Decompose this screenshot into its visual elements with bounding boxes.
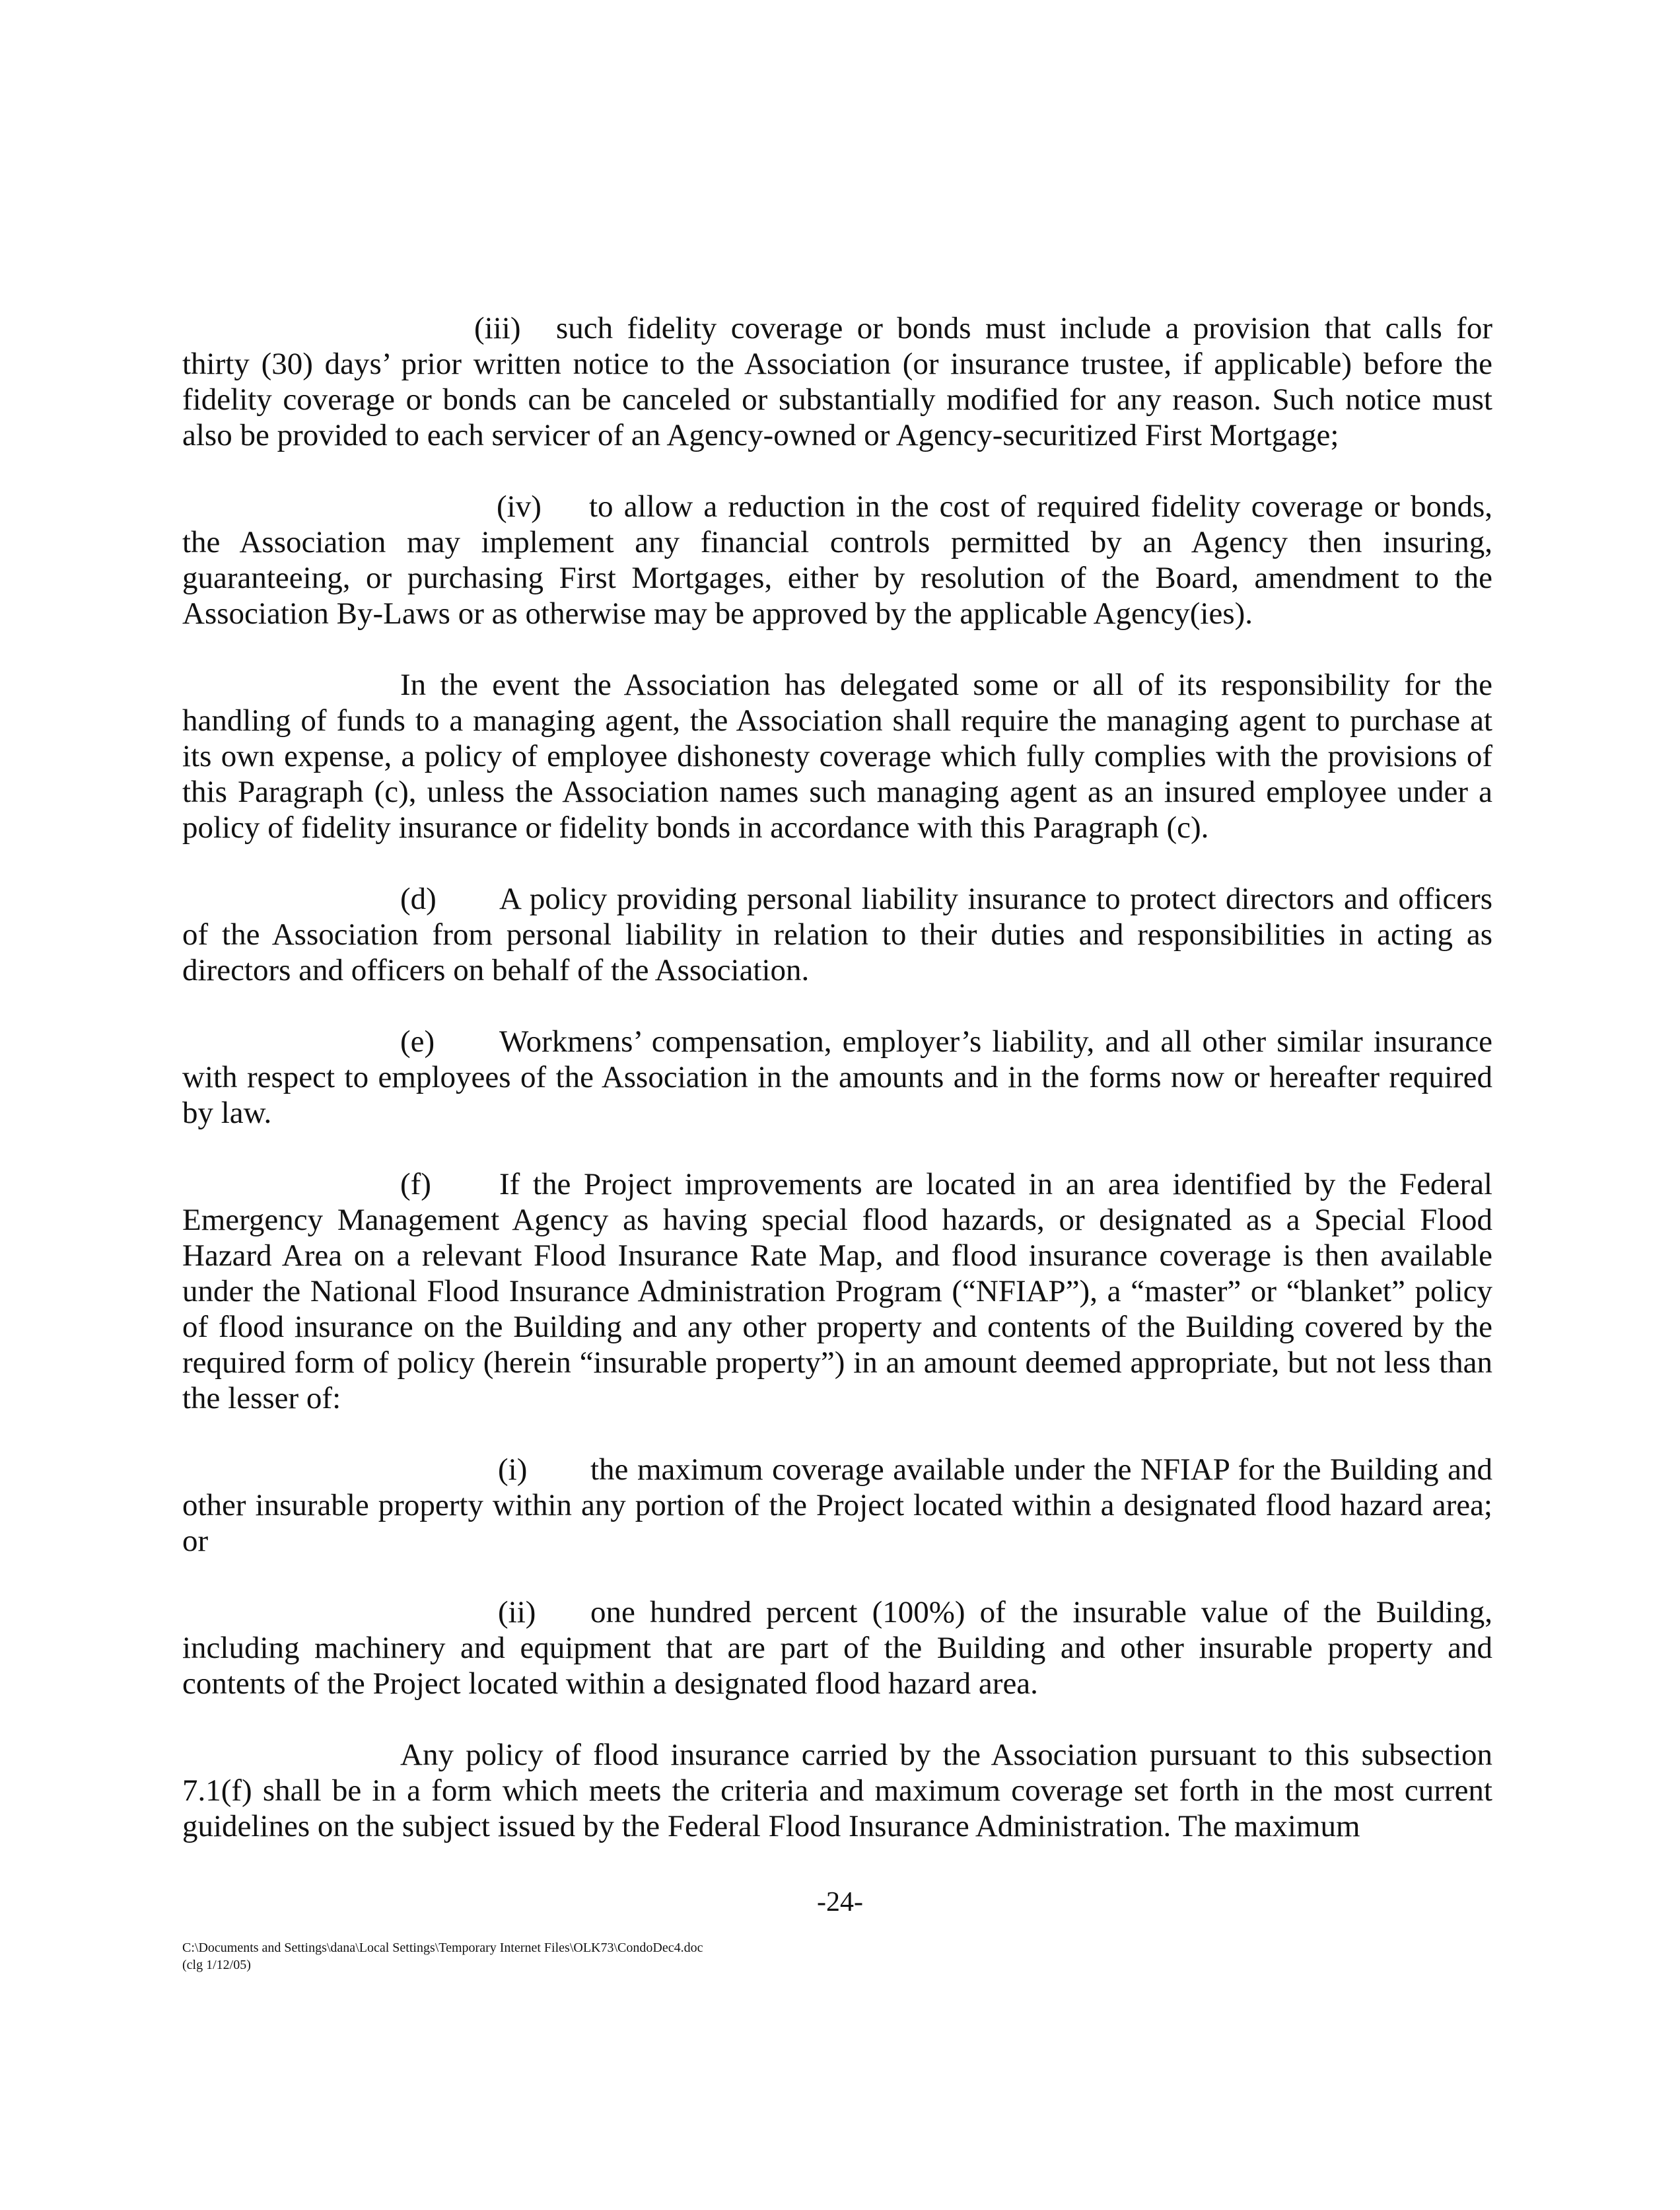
paragraph-i bbox=[182, 1452, 1492, 1559]
paragraph-f-label: (f) bbox=[400, 1167, 431, 1201]
paragraph-i-text: the maximum coverage available under the NFIAP for the Building and other insurable property within any portion of the Project located within a designated flood hazard area; or bbox=[182, 1452, 1492, 1558]
paragraph-e bbox=[182, 1024, 1492, 1131]
paragraph-ii-label: (ii) bbox=[498, 1595, 536, 1629]
paragraph-managing-agent-text: In the event the Association has delegated some or all of its responsibility for the handling of funds to a managing agent, the Association shall require the managing agent to purchase at its own expense, a policy of employee dishonesty coverage which fully complies with the provisions of this Paragraph (c), unless the Association names such managing agent as an insured employee under a policy of fidelity insurance or fidelity bonds in accordance with this Paragraph (c). bbox=[182, 668, 1492, 845]
paragraph-i-label: (i) bbox=[498, 1452, 528, 1487]
footer-initials-date: (clg 1/12/05) bbox=[182, 1958, 251, 1972]
footer-file-path: C:\Documents and Settings\dana\Local Settings\Temporary Internet Files\OLK73\CondoDec4.doc bbox=[182, 1941, 703, 1955]
document-body bbox=[182, 310, 1492, 1844]
paragraph-iv-label: (iv) bbox=[497, 489, 542, 524]
paragraph-iv bbox=[182, 489, 1492, 631]
paragraph-iii-label: (iii) bbox=[474, 311, 521, 345]
paragraph-flood-policy bbox=[182, 1737, 1492, 1844]
document-footer bbox=[182, 1939, 703, 1974]
paragraph-e-text: Workmens’ compensation, employer’s liability, and all other similar insurance with respect to employees of the Association in the amounts and in the forms now or hereafter required by law. bbox=[182, 1024, 1492, 1130]
paragraph-iv-text: to allow a reduction in the cost of required fidelity coverage or bonds, the Association may implement any financial controls permitted by an Agency then insuring, guaranteeing, or purchasing First Mortgages, either by resolution of the Board, amendment to the Association By-Laws or as otherwise may be approved by the applicable Agency(ies). bbox=[182, 489, 1492, 631]
paragraph-e-label: (e) bbox=[400, 1024, 435, 1059]
paragraph-d bbox=[182, 881, 1492, 988]
paragraph-d-label: (d) bbox=[400, 882, 437, 916]
page-number: -24- bbox=[817, 1887, 863, 1917]
paragraph-ii bbox=[182, 1594, 1492, 1701]
paragraph-iii-text: such fidelity coverage or bonds must include a provision that calls for thirty (30) days’ prior written notice to the Association (or insurance trustee, if applicable) before the fidelity coverage or bonds can be canceled or substantially modified for any reason. Such notice must also be provided to each servicer of an Agency-owned or Agency-securitized First Mortgage; bbox=[182, 311, 1492, 452]
paragraph-managing-agent bbox=[182, 667, 1492, 845]
paragraph-ii-text: one hundred percent (100%) of the insurable value of the Building, including machinery and equipment that are part of the Building and other insurable property and contents of the Project located within a designated flood hazard area. bbox=[182, 1595, 1492, 1701]
paragraph-f bbox=[182, 1166, 1492, 1416]
paragraph-d-text: A policy providing personal liability insurance to protect directors and officers of the Association from personal liability in relation to their duties and responsibilities in acting as directors and officers on behalf of the Association. bbox=[182, 882, 1492, 987]
paragraph-iii bbox=[182, 310, 1492, 453]
paragraph-flood-policy-text: Any policy of flood insurance carried by the Association pursuant to this subsection 7.1(f) shall be in a form which meets the criteria and maximum coverage set forth in the most current guidelines on the subject issued by the Federal Flood Insurance Administration. The maximum bbox=[182, 1738, 1492, 1843]
paragraph-f-text: If the Project improvements are located in an area identified by the Federal Emergency Management Agency as having special flood hazards, or designated as a Special Flood Hazard Area on a relevant Flood Insurance Rate Map, and flood insurance coverage is then available under the National Flood Insurance Administration Program (“NFIAP”), a “master” or “blanket” policy of flood insurance on the Building and any other property and contents of the Building covered by the required form of policy (herein “insurable property”) in an amount deemed appropriate, but not less than the lesser of: bbox=[182, 1167, 1492, 1415]
